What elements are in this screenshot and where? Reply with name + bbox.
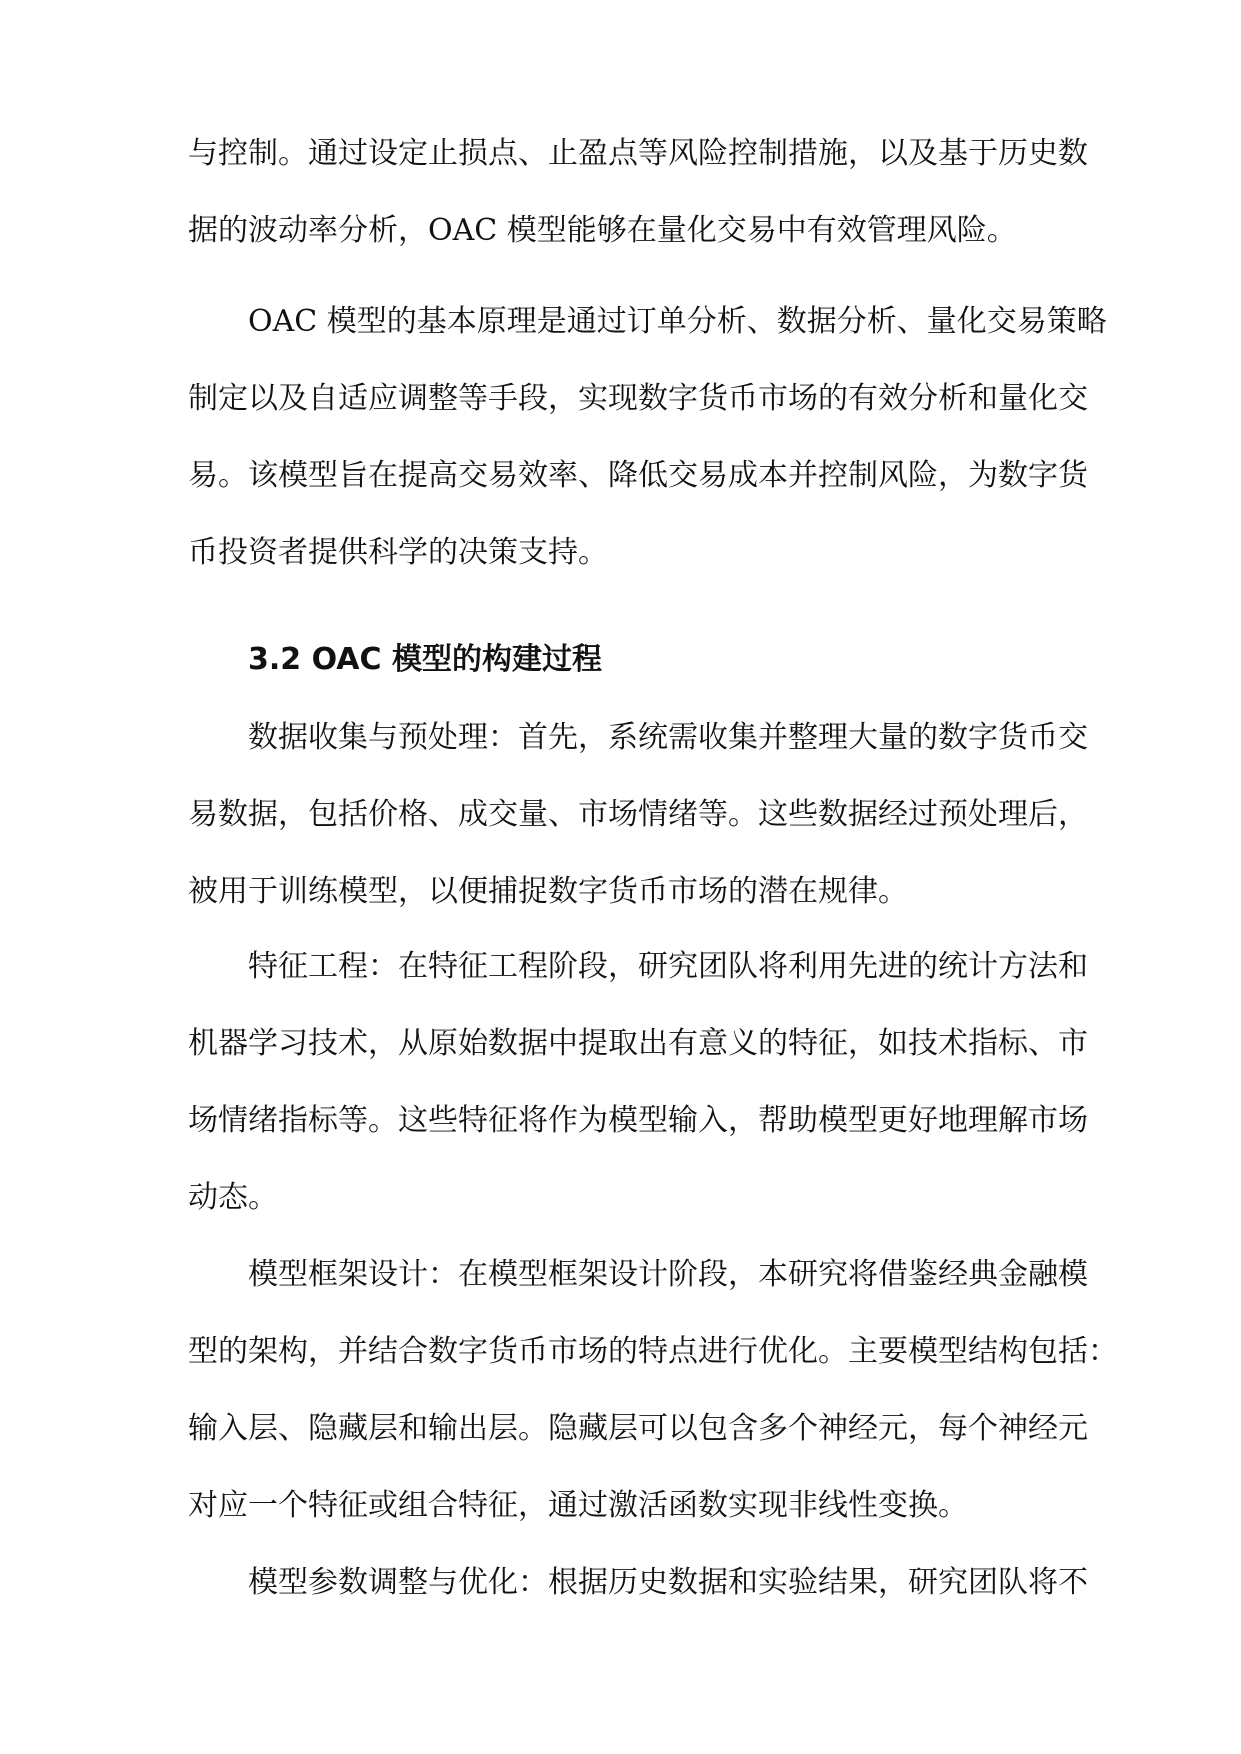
text-line: 对应一个特征或组合特征，通过激活函数实现非线性变换。 <box>188 1488 968 1523</box>
text-line: 易数据，包括价格、成交量、市场情绪等。这些数据经过预处理后， <box>188 797 1088 832</box>
text-line: 被用于训练模型，以便捕捉数字货币市场的潜在规律。 <box>188 874 908 909</box>
text-line: 动态。 <box>188 1180 278 1215</box>
text-line: 制定以及自适应调整等手段，实现数字货币市场的有效分析和量化交 <box>188 381 1088 416</box>
paragraph-first-line: 数据收集与预处理：首先，系统需收集并整理大量的数字货币交 <box>248 720 1088 755</box>
text-line: 币投资者提供科学的决策支持。 <box>188 535 608 570</box>
paragraph-first-line: 模型框架设计：在模型框架设计阶段，本研究将借鉴经典金融模 <box>248 1257 1088 1292</box>
text-line: 据的波动率分析，OAC 模型能够在量化交易中有效管理风险。 <box>188 213 1017 248</box>
paragraph-first-line: OAC 模型的基本原理是通过订单分析、数据分析、量化交易策略 <box>248 304 1107 339</box>
text-line: 与控制。通过设定止损点、止盈点等风险控制措施，以及基于历史数 <box>188 136 1088 171</box>
text-line: 机器学习技术，从原始数据中提取出有意义的特征，如技术指标、市 <box>188 1026 1088 1061</box>
paragraph-first-line: 特征工程：在特征工程阶段，研究团队将利用先进的统计方法和 <box>248 949 1088 984</box>
text-line: 型的架构，并结合数字货币市场的特点进行优化。主要模型结构包括： <box>188 1334 1118 1369</box>
paragraph-first-line: 模型参数调整与优化：根据历史数据和实验结果，研究团队将不 <box>248 1565 1088 1600</box>
text-line: 输入层、隐藏层和输出层。隐藏层可以包含多个神经元，每个神经元 <box>188 1411 1088 1446</box>
text-line: 易。该模型旨在提高交易效率、降低交易成本并控制风险，为数字货 <box>188 458 1088 493</box>
text-line: 场情绪指标等。这些特征将作为模型输入，帮助模型更好地理解市场 <box>188 1103 1088 1138</box>
section-heading: 3.2 OAC 模型的构建过程 <box>248 642 602 677</box>
